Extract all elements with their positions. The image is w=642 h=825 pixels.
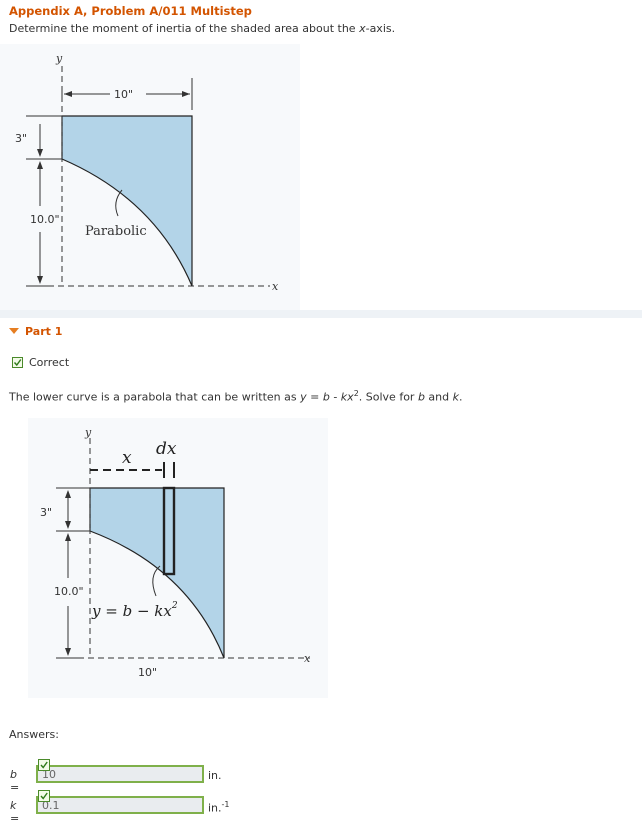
answer-k-input[interactable]: [36, 796, 204, 814]
answer-var-b: b =: [10, 768, 20, 794]
part-figure: [28, 418, 328, 698]
problem-instruction: [9, 22, 395, 35]
figure2-axis-x: x: [304, 652, 311, 665]
figure1-height-dim: 10.0": [30, 213, 60, 226]
eq-b: b: [322, 390, 330, 404]
figure1-top-dim: 3": [15, 132, 28, 145]
figure2-top-dim: 3": [40, 506, 53, 519]
part-label: Part 1: [25, 325, 63, 338]
figure1-curve-label: Parabolic: [85, 224, 147, 239]
eq-eq: =: [306, 390, 323, 404]
figure2-height-dim: 10.0": [54, 585, 84, 598]
part-1-toggle[interactable]: [9, 325, 62, 338]
problem-figure: [0, 44, 642, 314]
answer-var-k: k =: [10, 799, 20, 825]
eq-exp: 2: [353, 389, 359, 398]
figure1-axis-y: y: [56, 52, 63, 65]
part-text-end: .: [459, 390, 463, 404]
eq-minus: -: [329, 390, 341, 404]
var-k: k: [452, 390, 460, 404]
figure1-width-dim: 10": [114, 88, 134, 101]
problem-title: Appendix A, Problem A/011 Multistep: [9, 4, 252, 18]
var-b: b: [417, 390, 425, 404]
figure2-strip-x: x: [122, 448, 132, 468]
correct-status: [12, 356, 69, 369]
figure1-axis-x: x: [272, 280, 279, 293]
figure2-strip-dx: dx: [156, 439, 177, 459]
instruction-var: x: [359, 22, 366, 35]
part-text-mid: . Solve for: [358, 390, 418, 404]
answers-label: Answers:: [9, 728, 59, 741]
answer-b-input[interactable]: [36, 765, 204, 783]
instruction-text: Determine the moment of inertia of the shaded area about the: [9, 22, 360, 35]
part-text-pre: The lower curve is a parabola that can be written as: [9, 390, 301, 404]
check-icon: [38, 759, 50, 771]
figure2-equation: $y = b - kx^2$: [92, 601, 178, 620]
section-divider: [0, 310, 642, 318]
answer-b-unit: in.: [208, 769, 222, 782]
check-icon: [38, 790, 50, 802]
part-text: [9, 389, 463, 404]
part-text-and: and: [424, 390, 453, 404]
instruction-text-end: -axis.: [365, 22, 396, 35]
check-icon: [12, 357, 23, 368]
eq-kx: kx: [340, 390, 354, 404]
status-text: Correct: [29, 356, 70, 369]
figure2-axis-y: y: [85, 426, 92, 439]
figure2-width-dim: 10": [138, 666, 158, 679]
eq-y: y: [300, 390, 307, 404]
chevron-down-icon: [9, 328, 19, 334]
answer-k-unit: in.$^{-1}$: [208, 800, 230, 815]
